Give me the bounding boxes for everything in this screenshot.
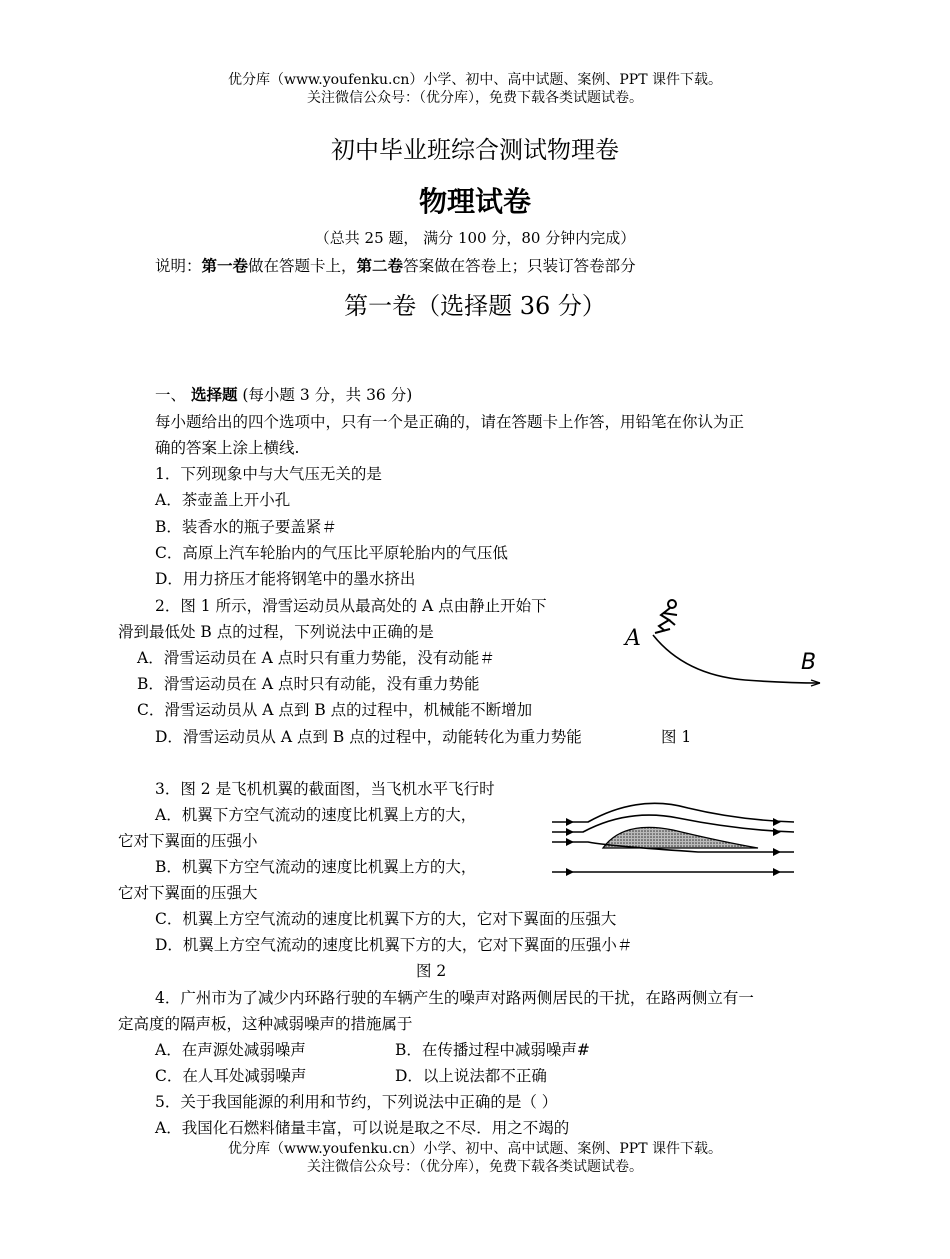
q4-option-c: C．在人耳处减弱噪声 <box>155 1067 307 1085</box>
q1-stem: 1．下列现象中与大气压无关的是 <box>155 465 382 483</box>
q2-stem-line-2: 滑到最低处 B 点的过程，下列说法中正确的是 <box>118 623 434 641</box>
q4-stem-line-2: 定高度的隔声板，这种减弱噪声的措施属于 <box>118 1015 413 1033</box>
instructions: 说明：第一卷做在答题卡上，第二卷答案做在答卷上；只装订答卷部分 <box>155 256 636 275</box>
figure-1-caption: 图 1 <box>661 728 692 746</box>
section-desc-line-1: 每小题给出的四个选项中，只有一个是正确的，请在答题卡上作答，用铅笔在你认为正 <box>155 413 745 431</box>
q3-stem: 3．图 2 是飞机机翼的截面图，当飞机水平飞行时 <box>155 780 495 798</box>
q1-option-b: B．装香水的瓶子要盖紧＃ <box>155 518 337 536</box>
header-line-1: 优分库（www.youfenku.cn）小学、初中、高中试题、案例、PPT 课件下载。 <box>227 72 722 88</box>
q1-option-c: C．高原上汽车轮胎内的气压比平原轮胎内的气压低 <box>155 544 508 562</box>
figure-2-caption: 图 2 <box>416 962 447 980</box>
q1-option-d: D．用力挤压才能将钢笔中的墨水挤出 <box>155 570 416 588</box>
figure-1-ski-slope <box>615 595 835 695</box>
q1-option-a: A．茶壶盖上开小孔 <box>155 491 291 509</box>
q5-stem: 5．关于我国能源的利用和节约，下列说法中正确的是（ ） <box>155 1093 558 1111</box>
q3-option-a-line-2: 它对下翼面的压强小 <box>118 832 258 850</box>
header-line-2: 关注微信公众号：（优分库），免费下载各类试题试卷。 <box>307 90 643 106</box>
q3-option-b-line-2: 它对下翼面的压强大 <box>118 884 258 902</box>
q2-stem-line-1: 2．图 1 所示，滑雪运动员从最高处的 A 点由静止开始下 <box>155 597 547 615</box>
section-desc-line-2: 确的答案上涂上横线. <box>155 439 300 457</box>
figure-2-wing-section <box>548 800 798 880</box>
q3-option-a-line-1: A．机翼下方空气流动的速度比机翼上方的大， <box>155 806 477 824</box>
q2-option-a: A．滑雪运动员在 A 点时只有重力势能，没有动能＃ <box>137 649 495 667</box>
point-b-label: B <box>801 650 817 675</box>
section-heading: 一、 选择题 (每小题 3 分，共 36 分) <box>155 385 413 404</box>
q3-option-b-line-1: B．机翼下方空气流动的速度比机翼上方的大， <box>155 858 477 876</box>
skier-icon <box>655 600 677 633</box>
q2-option-c: C．滑雪运动员从 A 点到 B 点的过程中，机械能不断增加 <box>137 701 533 719</box>
q3-option-d: D．机翼上方空气流动的速度比机翼下方的大，它对下翼面的压强小＃ <box>155 936 633 954</box>
q4-option-d: D．以上说法都不正确 <box>395 1067 547 1085</box>
exam-title: 初中毕业班综合测试物理卷 <box>331 136 619 164</box>
q2-option-d: D．滑雪运动员从 A 点到 B 点的过程中，动能转化为重力势能 <box>155 728 582 746</box>
q3-option-c: C．机翼上方空气流动的速度比机翼下方的大，它对下翼面的压强大 <box>155 910 617 928</box>
footer-line-1: 优分库（www.youfenku.cn）小学、初中、高中试题、案例、PPT 课件下载。 <box>227 1141 722 1157</box>
q2-option-b: B．滑雪运动员在 A 点时只有动能，没有重力势能 <box>137 675 480 693</box>
point-a-label: A <box>625 626 641 651</box>
q4-option-a: A．在声源处减弱噪声 <box>155 1041 306 1059</box>
q5-option-a: A．我国化石燃料储量丰富，可以说是取之不尽．用之不竭的 <box>155 1119 570 1137</box>
exam-info: （总共 25 题， 满分 100 分，80 分钟内完成） <box>314 229 636 247</box>
footer-line-2: 关注微信公众号：（优分库），免费下载各类试题试卷。 <box>307 1159 643 1175</box>
q4-stem-line-1: 4．广州市为了减少内环路行驶的车辆产生的噪声对路两侧居民的干扰，在路两侧立有一 <box>155 989 754 1007</box>
paper-title: 物理试卷 <box>418 185 531 218</box>
volume-title: 第一卷（选择题 36 分） <box>344 292 606 320</box>
q4-option-b: B．在传播过程中减弱噪声# <box>395 1041 590 1059</box>
